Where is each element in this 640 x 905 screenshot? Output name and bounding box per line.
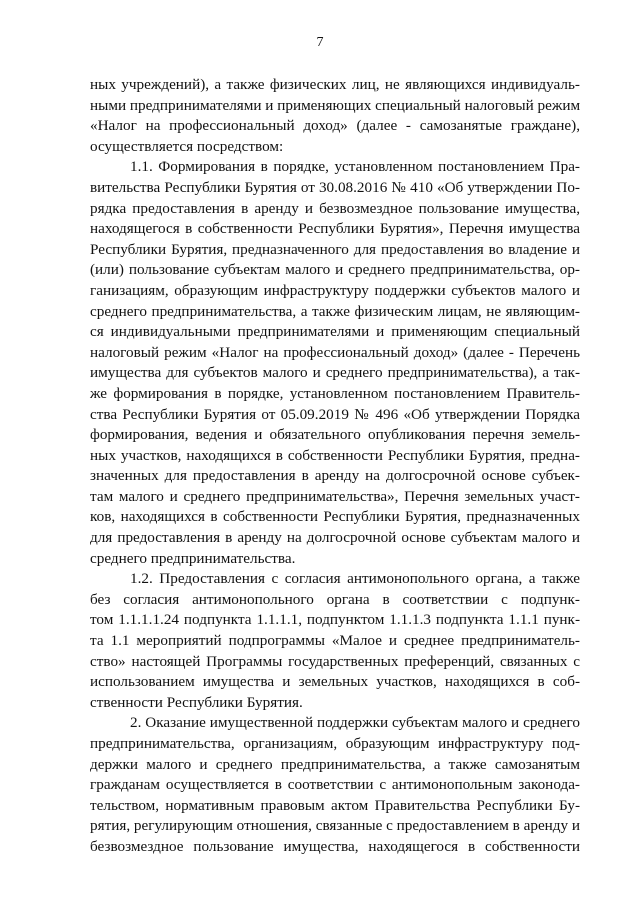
text-line: для предоставления в аренду на долгосрочной основе субъектам малого и	[90, 529, 580, 547]
text-line: ся индивидуальными предпринимателями и применяющим специальный	[90, 323, 580, 341]
text-line: Республики Бурятия, предназначенного для предоставления во владение и	[90, 240, 580, 258]
text-line: тельством, нормативным правовым актом Правительства Республики Бу-	[90, 796, 580, 814]
text-line: среднего предпринимательства.	[90, 549, 296, 567]
text-line: предпринимательства, организациям, образующим инфраструктуру под-	[90, 735, 580, 752]
text-line: осуществляется посредством:	[90, 137, 284, 155]
text-line: ства Республики Бурятия от 05.09.2019 № 496 «Об утверждении Порядка	[90, 405, 580, 423]
text-line: без согласия антимонопольного органа в соответствии с подпунк-	[90, 590, 580, 608]
text-line: среднего предпринимательства, а также физическим лицам, не являющим-	[90, 302, 580, 320]
text-line: «Налог на профессиональный доход» (далее - самозанятые граждане),	[90, 117, 580, 135]
text-line: ных участков, находящихся в собственности Республики Бурятия, предна-	[90, 446, 580, 464]
text-line: ственности Республики Бурятия.	[90, 693, 303, 711]
text-line: формирования, ведения и обязательного опубликования перечня земель-	[90, 426, 580, 444]
text-line: рятия, регулирующим отношения, связанные с предоставлением в аренду и	[90, 817, 581, 835]
text-line: держки малого и среднего предпринимательства, а также самозанятым	[90, 755, 580, 773]
document-body	[90, 75, 580, 858]
text-line: та 1.1 мероприятий подпрограммы «Малое и среднее предприниматель-	[90, 632, 580, 650]
text-line: там малого и среднего предпринимательства», Перечня земельных участ-	[90, 487, 580, 505]
text-line: ков, находящихся в собственности Республики Бурятия, предназначенных	[90, 508, 580, 526]
text-line: том 1.1.1.1.24 подпункта 1.1.1.1, подпунктом 1.1.1.3 подпункта 1.1.1 пунк-	[90, 611, 580, 629]
text-line: налоговый режим «Налог на профессиональный доход» (далее - Перечень	[90, 343, 580, 361]
text-line: ство» настоящей Программы государственных преференций, связанных с	[90, 652, 580, 670]
text-line: ными предпринимателями и применяющих специальный налоговый режим	[90, 96, 581, 114]
page-number: 7	[316, 35, 324, 50]
text-line: же формирования в порядке, установленном постановлением Правитель-	[90, 384, 580, 402]
text-line: ганизациям, образующим инфраструктуру поддержки субъектов малого и	[90, 281, 580, 299]
text-line: (или) пользование субъектам малого и среднего предпринимательства, ор-	[90, 261, 580, 279]
text-line: гражданам осуществляется в соответствии с антимонопольным законода-	[90, 776, 580, 794]
text-line: использованием имущества и земельных участков, находящихся в соб-	[90, 673, 580, 691]
text-line: 1.2. Предоставления с согласия антимонопольного органа, а также	[130, 570, 580, 588]
text-line: ных учреждений), а также физических лиц, не являющихся индивидуаль-	[90, 76, 580, 93]
text-line: имущества для субъектов малого и среднего предпринимательства), а так-	[90, 364, 580, 382]
text-line: рядка предоставления в аренду и безвозмездное пользование имущества,	[90, 199, 580, 217]
text-line: 2. Оказание имущественной поддержки субъектам малого и среднего	[130, 714, 580, 732]
text-line: находящегося в собственности Республики Бурятия», Перечня имущества	[90, 220, 580, 238]
text-line: безвозмездное пользование имущества, находящегося в собственности	[90, 837, 580, 855]
text-line: значенных для предоставления в аренду на долгосрочной основе субъек-	[90, 467, 580, 485]
text-line: вительства Республики Бурятия от 30.08.2016 № 410 «Об утверждении По-	[90, 178, 580, 196]
text-line: 1.1. Формирования в порядке, установленном постановлением Пра-	[130, 158, 580, 176]
